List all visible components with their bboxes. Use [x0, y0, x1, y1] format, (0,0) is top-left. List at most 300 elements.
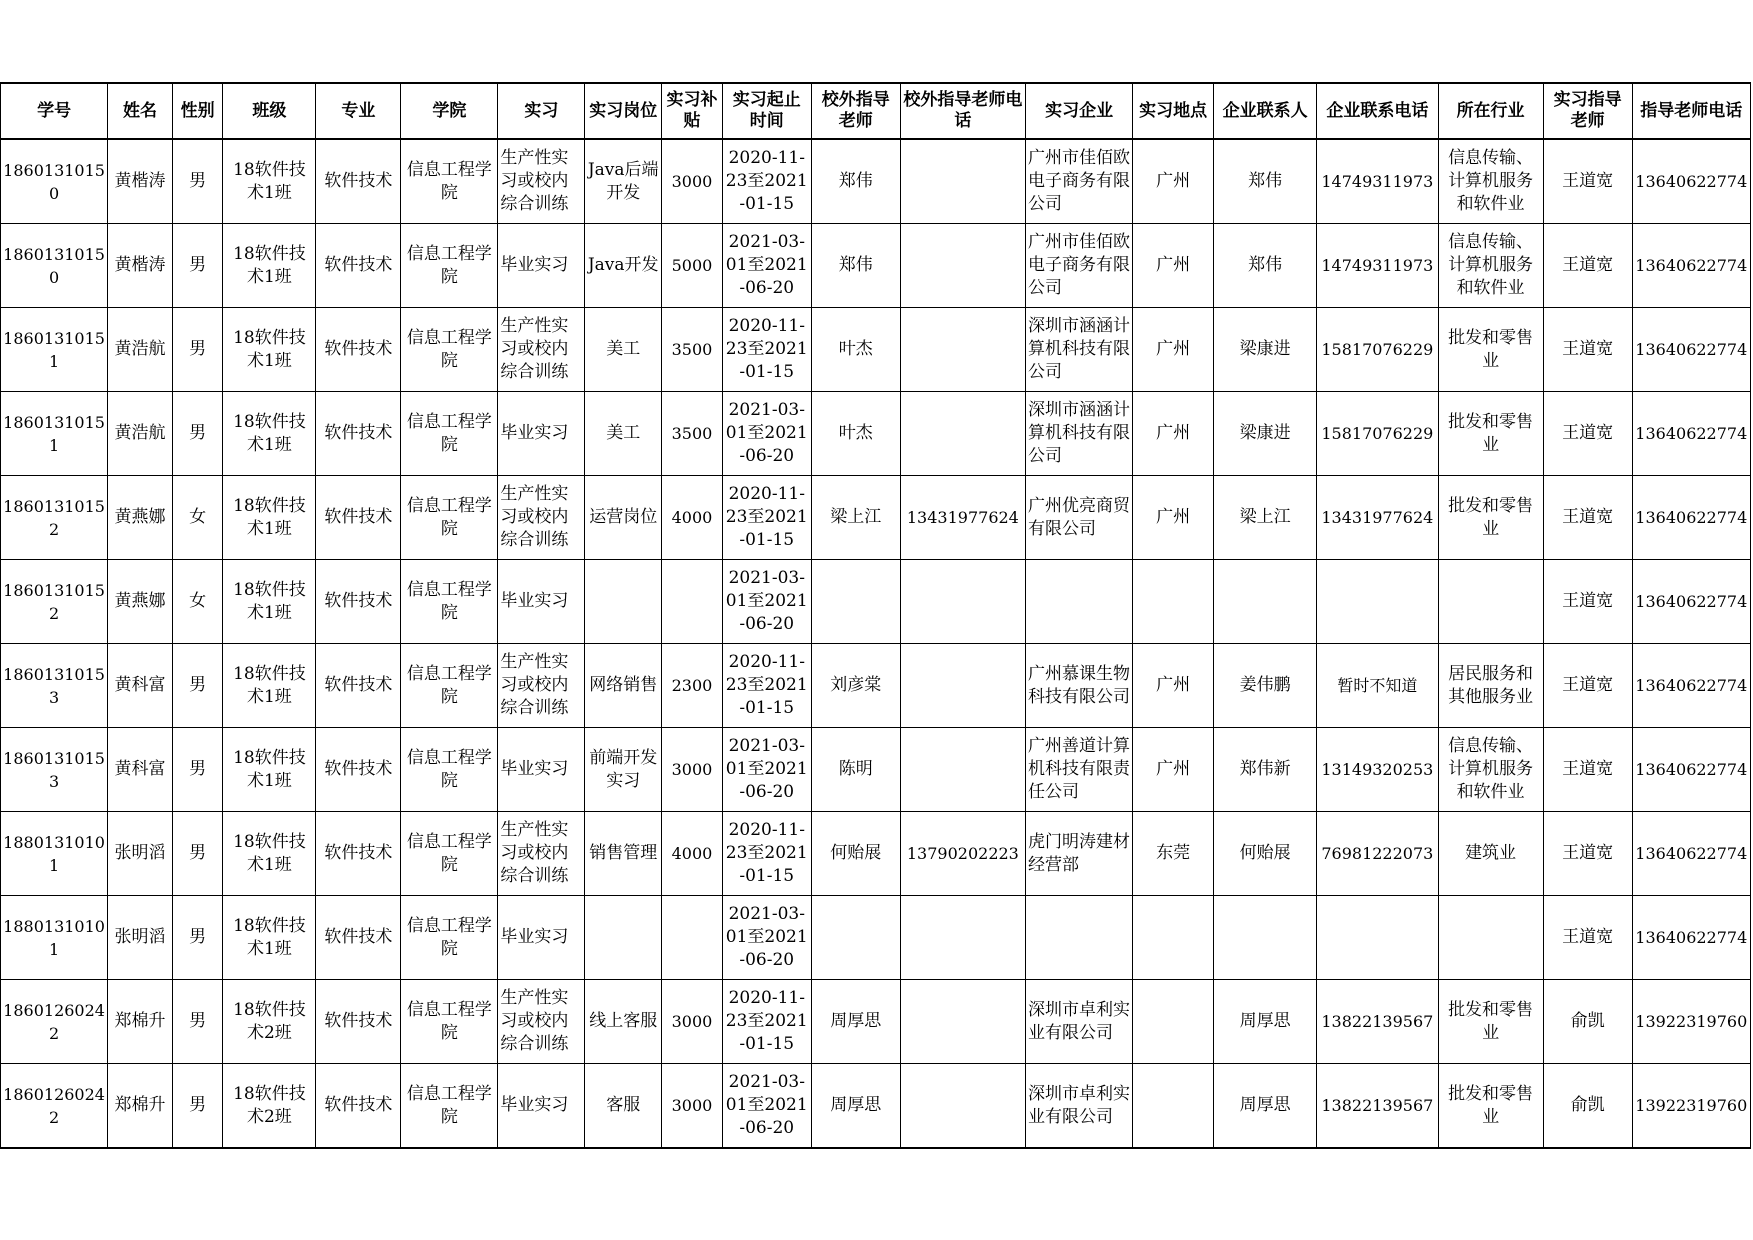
cell-external-mentor-phone: [900, 812, 1025, 896]
cell-student-id: [1, 224, 108, 308]
cell-text: 2020-11-23至2021-01-15: [725, 484, 808, 550]
cell-text: 深圳市卓利实业有限公司: [1028, 999, 1131, 1043]
cell-text: 深圳市涵涵计算机科技有限公司: [1028, 400, 1131, 466]
cell-industry: [1438, 896, 1543, 980]
table-row: [1, 1064, 1751, 1149]
cell-internship-type: [498, 224, 585, 308]
cell-text: 13640622774: [1635, 844, 1748, 863]
cell-text: 刘彦棠: [830, 675, 882, 695]
cell-text: 毕业实习: [500, 255, 569, 275]
cell-subsidy: [662, 1064, 723, 1149]
cell-text: 14749311973: [1321, 256, 1434, 275]
cell-external-mentor-phone: [900, 224, 1025, 308]
column-header-position: 实习岗位: [585, 83, 662, 139]
cell-position: [585, 560, 662, 644]
cell-industry: [1438, 560, 1543, 644]
cell-text: 批发和零售业: [1448, 999, 1534, 1043]
cell-company: [1026, 980, 1133, 1064]
cell-company: [1026, 560, 1133, 644]
cell-major: [316, 1064, 401, 1149]
cell-major: [316, 728, 401, 812]
cell-text: 批发和零售业: [1448, 411, 1534, 455]
cell-company-contact: [1214, 308, 1317, 392]
cell-text: 18软件技术1班: [233, 915, 306, 959]
cell-industry: [1438, 308, 1543, 392]
cell-gender: [172, 980, 223, 1064]
cell-company-contact: [1214, 139, 1317, 224]
cell-text: 信息工程学院: [406, 411, 492, 455]
cell-text: 黄浩航: [114, 423, 166, 443]
cell-name: [108, 812, 173, 896]
cell-industry: [1438, 1064, 1543, 1149]
table-row: [1, 812, 1751, 896]
cell-text: 15817076229: [1321, 340, 1434, 359]
cell-text: 美工: [606, 423, 641, 443]
table-row: [1, 308, 1751, 392]
cell-text: 2021-03-01至2021-06-20: [725, 232, 808, 298]
cell-location: [1133, 980, 1214, 1064]
cell-company: [1026, 728, 1133, 812]
cell-text: 郑伟: [838, 255, 873, 275]
table-row: [1, 392, 1751, 476]
cell-text: 软件技术: [324, 339, 393, 359]
cell-instructor-phone: [1632, 980, 1750, 1064]
cell-text: 女: [189, 591, 207, 611]
cell-text: 叶杰: [838, 339, 873, 359]
cell-gender: [172, 308, 223, 392]
cell-text: 18601310152: [3, 580, 105, 623]
cell-position: [585, 476, 662, 560]
cell-text: 18601310151: [3, 412, 105, 455]
cell-text: 王道宽: [1562, 927, 1614, 947]
cell-text: 深圳市涵涵计算机科技有限公司: [1028, 316, 1131, 382]
cell-gender: [172, 560, 223, 644]
cell-text: 信息工程学院: [406, 999, 492, 1043]
cell-class: [223, 644, 316, 728]
cell-company: [1026, 644, 1133, 728]
cell-name: [108, 728, 173, 812]
cell-text: 毕业实习: [500, 591, 569, 611]
cell-instructor: [1543, 1064, 1632, 1149]
cell-text: 18801310101: [3, 916, 105, 959]
cell-location: [1133, 476, 1214, 560]
table-row: [1, 896, 1751, 980]
cell-text: 黄科富: [114, 675, 166, 695]
cell-student-id: [1, 812, 108, 896]
cell-text: 2020-11-23至2021-01-15: [725, 820, 808, 886]
cell-text: 黄燕娜: [114, 591, 166, 611]
cell-instructor: [1543, 980, 1632, 1064]
cell-text: 建筑业: [1465, 843, 1517, 863]
cell-text: 王道宽: [1562, 171, 1614, 191]
cell-instructor-phone: [1632, 224, 1750, 308]
cell-subsidy: [662, 392, 723, 476]
cell-text: 郑伟新: [1239, 759, 1291, 779]
cell-text: 18601310150: [3, 160, 105, 203]
column-header-major: 专业: [316, 83, 401, 139]
cell-external-mentor: [811, 812, 900, 896]
cell-text: 俞凯: [1570, 1095, 1605, 1115]
cell-text: 黄燕娜: [114, 507, 166, 527]
header-row: [1, 83, 1751, 139]
column-header-class: 班级: [223, 83, 316, 139]
cell-text: 郑棉升: [114, 1011, 166, 1031]
cell-text: 梁上江: [830, 507, 882, 527]
cell-major: [316, 392, 401, 476]
cell-text: 18软件技术1班: [233, 159, 306, 203]
cell-position: [585, 1064, 662, 1149]
cell-text: 2021-03-01至2021-06-20: [725, 1072, 808, 1138]
cell-class: [223, 728, 316, 812]
cell-text: 王道宽: [1562, 255, 1614, 275]
cell-text: 郑伟: [838, 171, 873, 191]
cell-industry: [1438, 392, 1543, 476]
cell-period: [722, 812, 811, 896]
cell-text: 13640622774: [1635, 340, 1748, 359]
cell-text: 叶杰: [838, 423, 873, 443]
cell-location: [1133, 224, 1214, 308]
cell-company-contact: [1214, 1064, 1317, 1149]
cell-text: 18软件技术1班: [233, 327, 306, 371]
cell-text: 运营岗位: [589, 507, 658, 527]
cell-instructor-phone: [1632, 308, 1750, 392]
cell-text: 何贻展: [830, 843, 882, 863]
internship-table: [0, 82, 1751, 1149]
cell-text: 软件技术: [324, 171, 393, 191]
cell-text: 18软件技术1班: [233, 495, 306, 539]
cell-text: 美工: [606, 339, 641, 359]
cell-company-contact: [1214, 980, 1317, 1064]
column-header-instructor: 实习指导老师: [1543, 83, 1632, 139]
cell-company-phone: [1317, 812, 1438, 896]
cell-external-mentor-phone: [900, 644, 1025, 728]
cell-student-id: [1, 896, 108, 980]
cell-period: [722, 728, 811, 812]
cell-student-id: [1, 308, 108, 392]
cell-text: 2020-11-23至2021-01-15: [725, 316, 808, 382]
cell-major: [316, 644, 401, 728]
cell-text: 生产性实习或校内综合训练: [500, 148, 569, 214]
cell-text: 3000: [671, 1096, 713, 1115]
cell-text: 软件技术: [324, 507, 393, 527]
cell-text: 18软件技术2班: [233, 999, 306, 1043]
cell-major: [316, 980, 401, 1064]
cell-text: 软件技术: [324, 423, 393, 443]
cell-company-contact: [1214, 392, 1317, 476]
cell-name: [108, 644, 173, 728]
cell-gender: [172, 476, 223, 560]
cell-text: 76981222073: [1321, 844, 1434, 863]
cell-text: 广州市佳佰欧电子商务有限公司: [1028, 232, 1131, 298]
cell-text: 广州: [1156, 339, 1191, 359]
cell-text: 18601260242: [3, 1084, 105, 1127]
cell-subsidy: [662, 560, 723, 644]
column-header-subsidy: 实习补贴: [662, 83, 723, 139]
cell-external-mentor-phone: [900, 896, 1025, 980]
cell-college: [401, 224, 498, 308]
cell-location: [1133, 812, 1214, 896]
cell-text: 梁康进: [1239, 339, 1291, 359]
cell-company-phone: [1317, 224, 1438, 308]
cell-internship-type: [498, 560, 585, 644]
cell-industry: [1438, 644, 1543, 728]
cell-student-id: [1, 139, 108, 224]
cell-instructor-phone: [1632, 812, 1750, 896]
cell-text: 梁康进: [1239, 423, 1291, 443]
column-header-company-contact: 企业联系人: [1214, 83, 1317, 139]
cell-company-phone: [1317, 308, 1438, 392]
cell-student-id: [1, 980, 108, 1064]
cell-text: 13640622774: [1635, 592, 1748, 611]
cell-instructor-phone: [1632, 896, 1750, 980]
cell-internship-type: [498, 644, 585, 728]
cell-text: 信息工程学院: [406, 327, 492, 371]
cell-text: 暂时不知道: [1337, 676, 1418, 695]
cell-text: 18软件技术2班: [233, 1083, 306, 1127]
cell-external-mentor-phone: [900, 308, 1025, 392]
cell-major: [316, 896, 401, 980]
cell-company-phone: [1317, 1064, 1438, 1149]
cell-text: 18软件技术1班: [233, 411, 306, 455]
cell-text: 生产性实习或校内综合训练: [500, 316, 569, 382]
cell-text: 18软件技术1班: [233, 831, 306, 875]
cell-gender: [172, 644, 223, 728]
cell-internship-type: [498, 308, 585, 392]
column-header-student-id: 学号: [1, 83, 108, 139]
cell-text: 批发和零售业: [1448, 495, 1534, 539]
cell-location: [1133, 728, 1214, 812]
cell-text: 18软件技术1班: [233, 663, 306, 707]
cell-instructor: [1543, 812, 1632, 896]
column-header-college: 学院: [401, 83, 498, 139]
cell-text: 生产性实习或校内综合训练: [500, 988, 569, 1054]
column-header-external-mentor: 校外指导老师: [811, 83, 900, 139]
cell-text: 软件技术: [324, 843, 393, 863]
cell-subsidy: [662, 728, 723, 812]
cell-text: 13922319760: [1635, 1012, 1748, 1031]
cell-text: 张明滔: [114, 843, 166, 863]
cell-text: 信息传输、计算机服务和软件业: [1448, 736, 1534, 802]
cell-gender: [172, 812, 223, 896]
cell-major: [316, 139, 401, 224]
cell-text: 客服: [606, 1095, 641, 1115]
cell-text: 13640622774: [1635, 760, 1748, 779]
cell-external-mentor: [811, 980, 900, 1064]
cell-text: 14749311973: [1321, 172, 1434, 191]
cell-company-phone: [1317, 392, 1438, 476]
cell-text: 女: [189, 507, 207, 527]
column-header-company-phone: 企业联系电话: [1317, 83, 1438, 139]
column-header-location: 实习地点: [1133, 83, 1214, 139]
cell-text: 男: [189, 255, 207, 275]
cell-gender: [172, 139, 223, 224]
cell-instructor-phone: [1632, 644, 1750, 728]
cell-text: 广州: [1156, 759, 1191, 779]
cell-position: [585, 896, 662, 980]
cell-text: 2020-11-23至2021-01-15: [725, 652, 808, 718]
cell-gender: [172, 1064, 223, 1149]
table-body: [1, 139, 1751, 1148]
cell-text: 广州善道计算机科技有限责任公司: [1028, 736, 1131, 802]
cell-text: 男: [189, 1011, 207, 1031]
cell-college: [401, 644, 498, 728]
cell-college: [401, 139, 498, 224]
cell-student-id: [1, 728, 108, 812]
cell-subsidy: [662, 812, 723, 896]
cell-text: 虎门明涛建材经营部: [1028, 831, 1131, 875]
cell-location: [1133, 392, 1214, 476]
cell-external-mentor: [811, 896, 900, 980]
cell-text: 13790202223: [906, 844, 1019, 863]
cell-text: 18601310153: [3, 664, 105, 707]
cell-industry: [1438, 139, 1543, 224]
cell-external-mentor: [811, 308, 900, 392]
cell-text: 男: [189, 339, 207, 359]
cell-position: [585, 644, 662, 728]
cell-text: 3000: [671, 1012, 713, 1031]
cell-position: [585, 139, 662, 224]
cell-internship-type: [498, 980, 585, 1064]
cell-company-phone: [1317, 644, 1438, 728]
cell-name: [108, 980, 173, 1064]
cell-instructor: [1543, 728, 1632, 812]
cell-company-contact: [1214, 644, 1317, 728]
cell-text: 深圳市卓利实业有限公司: [1028, 1083, 1131, 1127]
cell-company: [1026, 224, 1133, 308]
column-header-external-mentor-phone: 校外指导老师电话: [900, 83, 1025, 139]
cell-company: [1026, 392, 1133, 476]
cell-college: [401, 896, 498, 980]
cell-text: 王道宽: [1562, 843, 1614, 863]
cell-class: [223, 812, 316, 896]
cell-text: 黄楷涛: [114, 171, 166, 191]
cell-instructor: [1543, 308, 1632, 392]
cell-gender: [172, 392, 223, 476]
cell-company-phone: [1317, 139, 1438, 224]
cell-subsidy: [662, 896, 723, 980]
cell-internship-type: [498, 139, 585, 224]
cell-location: [1133, 644, 1214, 728]
cell-text: 广州慕课生物科技有限公司: [1028, 663, 1131, 707]
cell-major: [316, 224, 401, 308]
cell-company-phone: [1317, 896, 1438, 980]
cell-company-contact: [1214, 476, 1317, 560]
cell-company-phone: [1317, 980, 1438, 1064]
cell-period: [722, 476, 811, 560]
cell-text: 黄楷涛: [114, 255, 166, 275]
cell-industry: [1438, 224, 1543, 308]
cell-text: 俞凯: [1570, 1011, 1605, 1031]
cell-industry: [1438, 812, 1543, 896]
cell-text: 18801310101: [3, 832, 105, 875]
cell-text: 张明滔: [114, 927, 166, 947]
cell-major: [316, 308, 401, 392]
column-header-internship-type: 实习: [498, 83, 585, 139]
cell-text: 生产性实习或校内综合训练: [500, 820, 569, 886]
cell-class: [223, 1064, 316, 1149]
cell-external-mentor-phone: [900, 392, 1025, 476]
cell-instructor-phone: [1632, 1064, 1750, 1149]
cell-text: 18601310151: [3, 328, 105, 371]
cell-text: 王道宽: [1562, 507, 1614, 527]
cell-text: 13640622774: [1635, 508, 1748, 527]
cell-text: 王道宽: [1562, 759, 1614, 779]
cell-text: 13431977624: [906, 508, 1019, 527]
cell-position: [585, 224, 662, 308]
cell-text: 软件技术: [324, 759, 393, 779]
cell-company: [1026, 308, 1133, 392]
cell-text: 信息工程学院: [406, 1083, 492, 1127]
cell-company-phone: [1317, 560, 1438, 644]
cell-text: 2300: [671, 676, 713, 695]
cell-text: 4000: [671, 844, 713, 863]
cell-external-mentor-phone: [900, 560, 1025, 644]
cell-external-mentor: [811, 392, 900, 476]
cell-instructor: [1543, 392, 1632, 476]
cell-subsidy: [662, 980, 723, 1064]
cell-name: [108, 139, 173, 224]
cell-location: [1133, 560, 1214, 644]
cell-text: 18软件技术1班: [233, 747, 306, 791]
cell-instructor: [1543, 224, 1632, 308]
cell-class: [223, 476, 316, 560]
cell-text: 18601310153: [3, 748, 105, 791]
cell-period: [722, 644, 811, 728]
cell-period: [722, 1064, 811, 1149]
cell-major: [316, 476, 401, 560]
cell-student-id: [1, 644, 108, 728]
cell-instructor: [1543, 560, 1632, 644]
cell-subsidy: [662, 644, 723, 728]
cell-text: 周厚思: [1239, 1011, 1291, 1031]
cell-text: 3500: [671, 424, 713, 443]
cell-text: 18软件技术1班: [233, 243, 306, 287]
cell-text: 广州市佳佰欧电子商务有限公司: [1028, 148, 1131, 214]
cell-location: [1133, 896, 1214, 980]
cell-text: 15817076229: [1321, 424, 1434, 443]
cell-instructor-phone: [1632, 476, 1750, 560]
cell-text: 信息工程学院: [406, 747, 492, 791]
cell-external-mentor-phone: [900, 139, 1025, 224]
cell-company-contact: [1214, 560, 1317, 644]
cell-text: 3500: [671, 340, 713, 359]
cell-text: 信息传输、计算机服务和软件业: [1448, 148, 1534, 214]
cell-text: 毕业实习: [500, 1095, 569, 1115]
cell-text: 郑棉升: [114, 1095, 166, 1115]
cell-text: 生产性实习或校内综合训练: [500, 484, 569, 550]
cell-external-mentor-phone: [900, 1064, 1025, 1149]
cell-text: 毕业实习: [500, 759, 569, 779]
cell-class: [223, 224, 316, 308]
cell-text: 男: [189, 927, 207, 947]
cell-company-contact: [1214, 896, 1317, 980]
table-row: [1, 139, 1751, 224]
cell-external-mentor-phone: [900, 476, 1025, 560]
cell-company-phone: [1317, 476, 1438, 560]
cell-text: 13822139567: [1321, 1012, 1434, 1031]
cell-text: 13640622774: [1635, 256, 1748, 275]
cell-subsidy: [662, 476, 723, 560]
cell-instructor: [1543, 476, 1632, 560]
cell-position: [585, 812, 662, 896]
cell-name: [108, 1064, 173, 1149]
cell-text: 批发和零售业: [1448, 327, 1534, 371]
cell-period: [722, 308, 811, 392]
cell-text: Java开发: [587, 255, 659, 275]
cell-text: 4000: [671, 508, 713, 527]
cell-company-contact: [1214, 812, 1317, 896]
cell-external-mentor: [811, 560, 900, 644]
